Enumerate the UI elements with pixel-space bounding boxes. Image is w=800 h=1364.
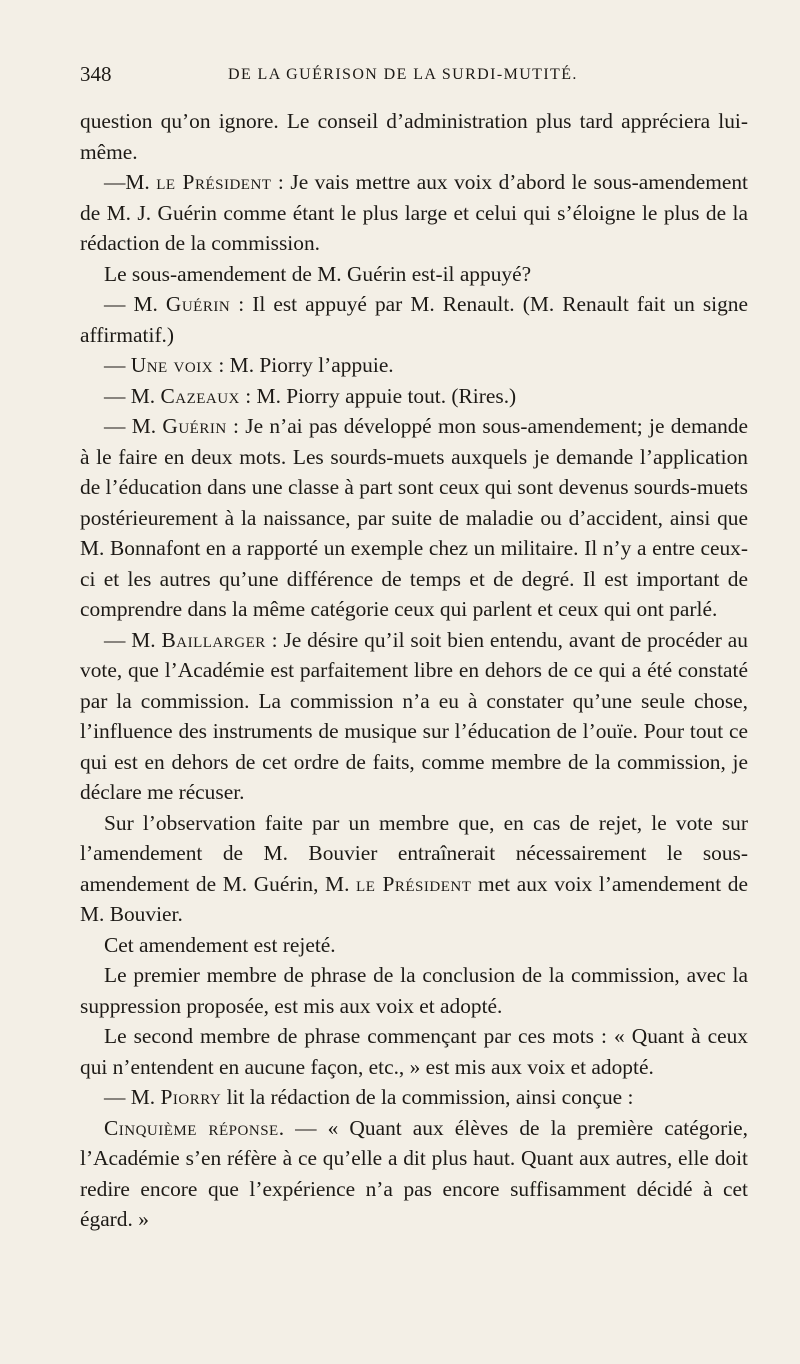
- page-header: [80, 62, 748, 106]
- paragraph-text: Sur l’observation faite par un membre que, en cas de rejet, le vote sur l’amendement de M. Bouvier entraînerait nécessairement le sous-amendement de M. Guérin, M.: [80, 810, 748, 896]
- speaker-prefix: — M.: [104, 414, 163, 438]
- speaker-prefix: — M.: [104, 1085, 161, 1109]
- paragraph-text: lit la rédaction de la commission, ainsi conçue :: [221, 1085, 634, 1109]
- paragraph: [80, 625, 748, 808]
- speaker-name: Piorry: [160, 1085, 222, 1109]
- paragraph: [80, 289, 748, 350]
- speaker-name: Baillarger: [161, 627, 266, 652]
- paragraph: [80, 1113, 748, 1235]
- paragraph: [80, 106, 748, 167]
- paragraph: [80, 808, 748, 930]
- speaker-prefix: — M.: [104, 627, 162, 652]
- paragraph-text: : Je n’ai pas développé mon sous-amendement; je demande à le faire en deux mots. Les sourds-muets auxquels je demande l’application de l’éducation dans une classe à part sont ceux qui sont devenus sourds-muets postérieurement à la naissance, par suite de maladie ou d’accident, ainsi que M. Bonnafont en a rapporté un exemple chez un militaire. Il n’y a entre ceux-ci et les autres qu’une différence de temps et de degré. Il est important de comprendre dans la même catégorie ceux qui parlent et ceux qui ont parlé.: [80, 414, 748, 621]
- paragraph: [80, 1021, 748, 1082]
- running-title: DE LA GUÉRISON DE LA SURDI-MUTITÉ.: [228, 66, 578, 83]
- paragraph-text: met aux voix l’amendement de M. Bouvier.: [80, 871, 748, 926]
- speaker-name: Guérin: [165, 292, 231, 316]
- page-number: 348: [80, 62, 112, 86]
- paragraph-text: : M. Piorry l’appuie.: [213, 353, 394, 377]
- paragraph-text: : Je vais mettre aux voix d’abord le sous-amendement de M. J. Guérin comme étant le plus large et celui qui s’éloigne le plus de la rédaction de la commission.: [80, 170, 748, 255]
- speaker-prefix: — M.: [104, 292, 166, 316]
- paragraph: [80, 411, 748, 625]
- paragraph: [80, 930, 748, 961]
- paragraph-text: question qu’on ignore. Le conseil d’administration plus tard appréciera lui-même.: [80, 109, 748, 164]
- page-body: [80, 106, 748, 1235]
- paragraph: [80, 350, 748, 381]
- paragraph-text: Le second membre de phrase commençant par ces mots : « Quant à ceux qui n’entendent en aucune façon, etc., » est mis aux voix et adopté.: [80, 1024, 748, 1079]
- paragraph-text: : M. Piorry appuie tout. (Rires.): [239, 383, 517, 408]
- speaker-name: le Président: [156, 170, 272, 194]
- book-page: [80, 62, 748, 1235]
- speaker-prefix: — M.: [104, 383, 161, 408]
- speaker-name: Guérin: [162, 414, 227, 438]
- paragraph: [80, 1082, 748, 1113]
- paragraph-text: : Je désire qu’il soit bien entendu, avant de procéder au vote, que l’Académie est parfaitement libre en dehors de ce qui a été constaté par la commission. La commission n’a eu à constater qu’une seule chose, l’influence des instruments de musique sur l’éducation de l’ouïe. Pour tout ce qui est en dehors de cet ordre de faits, comme membre de la commission, je déclare me récuser.: [80, 627, 748, 804]
- paragraph: [80, 259, 748, 290]
- speaker-prefix: —M.: [104, 170, 157, 194]
- paragraph-text: Cet amendement est rejeté.: [104, 932, 336, 957]
- paragraph-text: Le premier membre de phrase de la conclusion de la commission, avec la suppression proposée, est mis aux voix et adopté.: [80, 963, 748, 1018]
- paragraph-text: . — « Quant aux élèves de la première catégorie, l’Académie s’en réfère à ce qu’elle a dit plus haut. Quant aux autres, elle doit redire encore que l’expérience n’a pas encore suffisamment décidé à cet égard. »: [80, 1115, 748, 1231]
- paragraph: [80, 167, 748, 259]
- speaker-name: Une voix: [130, 353, 214, 377]
- paragraph-text: Le sous-amendement de M. Guérin est-il appuyé?: [104, 261, 532, 286]
- speaker-prefix: —: [104, 353, 131, 377]
- section-heading: Cinquième réponse: [104, 1115, 279, 1140]
- speaker-name: le Président: [356, 871, 472, 896]
- paragraph: [80, 960, 748, 1021]
- paragraph: [80, 381, 748, 412]
- paragraph-text: : Il est appuyé par M. Renault. (M. Renault fait un signe affirmatif.): [80, 292, 748, 347]
- speaker-name: Cazeaux: [160, 383, 240, 408]
